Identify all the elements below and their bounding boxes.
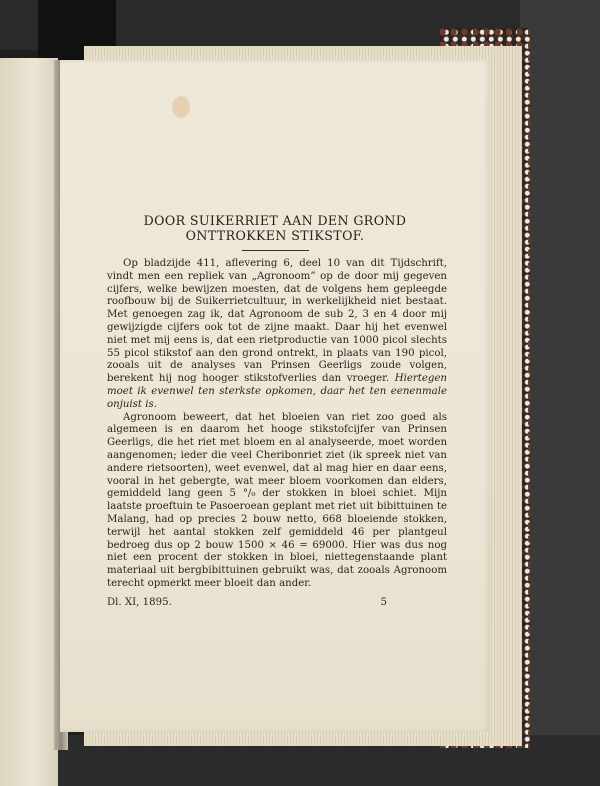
paragraph-2: Agronoom beweert, dat het bloeien van riet zoo goed als algemeen is en daarom het hooge stikstofcijfer van Prinsen Geerligs, die het riet met bloem en al analyseerde, moet worden aangenomen; ieder die veel Cheribonriet ziet (ik spreek niet van andere rietsoorten), weet evenwel, dat al mag hier en daar eens, vooral in het gebergte, wat meer bloem voorkomen dan elders, gemiddeld lang geen 5 °/₀ der stokken in bloei schiet. Mijn laatste proeftuin te Pasoeroean geplant met riet uit bibittuinen te Malang, had op precies 2 bouw netto, 668 bloeiende stokken, terwijl het aantal stokken zelf gemiddeld 46 per plantgeul bedroeg dus op 2 bouw 1500 ⨯ 46 = 69000. Hier was dus nog niet een procent der stokken in bloei, niettegenstaande plant materiaal uit bergbibittuinen gebruikt was, dat zooals Agronoom terecht opmerkt meer bloeit dan ander. <box>107 411 447 589</box>
book-page <box>60 60 490 732</box>
background-right <box>520 0 600 786</box>
article-title <box>120 213 430 243</box>
title-rule <box>242 250 309 251</box>
title-line-2: ONTTROKKEN STIKSTOF. <box>185 228 365 243</box>
article-body <box>107 258 447 591</box>
paragraph-1-text: Op bladzijde 411, aflevering 6, deel 10 van dit Tijdschrift, vindt men een repliek van „Agronoom” op de door mij gegeven cijfers, welke bewijzen moesten, dat de volgens hem gepleegde roofbouw bij de Suikerrietcultuur, in werkelijkheid niet bestaat. Met genoegen zag ik, dat Agronoom de sub 2, 3 en 4 door mij gewijzigde cijfers ook tot de zijne maakt. Daar hij het evenwel niet met mij eens is, dat een rietproductie van 1000 picol slechts 55 picol stikstof aan den grond ontrekt, in plaats van 190 picol, zooals uit de analyses van Prinsen Geerligs zoude volgen, berekent hij nog hooger stikstofverlies dan vroeger. <box>107 258 447 385</box>
page-footer <box>107 597 387 608</box>
page-stain <box>172 96 190 118</box>
page-number: 5 <box>380 597 387 608</box>
left-page-edge <box>0 58 58 786</box>
paragraph-1-italic: Hiertegen moet ik evenwel ten sterkste opkomen, daar het ten eenenmale onjuist is. <box>107 373 447 410</box>
footer-volume: Dl. XI, 1895. <box>107 597 172 608</box>
title-line-1: DOOR SUIKERRIET AAN DEN GROND <box>143 213 407 228</box>
paragraph-1 <box>107 258 447 412</box>
